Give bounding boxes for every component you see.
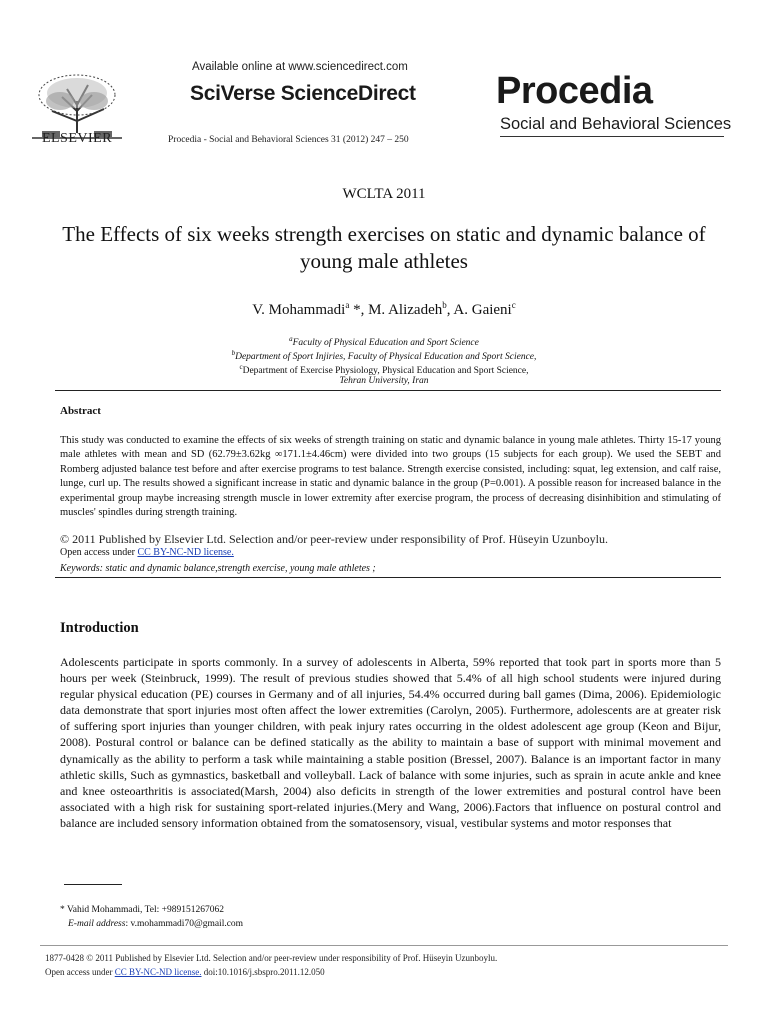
affiliation-mark: c — [239, 363, 243, 371]
email-line — [68, 919, 243, 929]
doi[interactable]: doi:10.1016/j.sbspro.2011.12.050 — [201, 967, 325, 977]
author-affil-mark: b — [442, 300, 447, 310]
sciverse-logo-text: SciVerse ScienceDirect — [190, 82, 416, 105]
bottom-rule — [40, 945, 728, 946]
author-affil-mark: a — [345, 300, 350, 310]
author-name: M. Alizadeh — [364, 302, 443, 318]
abstract-heading: Abstract — [60, 405, 101, 417]
author-name: V. Mohammadi — [252, 302, 346, 318]
affiliation-text: Department of Exercise Physiology, Physical Education and Sport Science, — [242, 366, 529, 377]
affiliation-mark: a — [289, 335, 293, 343]
affiliation-mark: b — [231, 349, 236, 357]
affiliation — [0, 376, 768, 386]
footnote-rule — [64, 884, 122, 885]
author-suffix: *, — [349, 302, 365, 318]
affiliation-text: Department of Sport Injiries, Faculty of Physical Education and Sport Science, — [235, 352, 537, 363]
author-list — [0, 300, 768, 319]
open-access-line — [60, 547, 234, 558]
procedia-divider — [500, 136, 724, 137]
journal-citation: Procedia - Social and Behavioral Sciences 31 (2012) 247 – 250 — [168, 135, 409, 145]
author-name: A. Gaieni — [450, 302, 512, 318]
keywords: Keywords: static and dynamic balance,strength exercise, young male athletes ; — [60, 563, 376, 574]
affiliation — [0, 349, 768, 362]
procedia-subtitle: Social and Behavioral Sciences — [500, 115, 732, 133]
affiliation — [0, 335, 768, 348]
open-access-doi — [45, 967, 325, 977]
author-suffix: , — [446, 302, 451, 318]
affiliation-text: Faculty of Physical Education and Sport Science — [292, 338, 479, 349]
affiliation — [0, 363, 768, 376]
open-access-prefix: Open access under — [45, 967, 115, 977]
paper-title: The Effects of six weeks strength exercises on static and dynamic balance of young male athletes — [62, 222, 706, 273]
issn-copyright: 1877-0428 © 2011 Published by Elsevier Ltd. Selection and/or peer-review under responsibility of Prof. Hüseyin Uzunboylu. — [45, 953, 498, 963]
email-address[interactable]: : v.mohammadi70@gmail.com — [125, 919, 244, 929]
license-link[interactable]: CC BY-NC-ND license. — [114, 967, 202, 977]
conference-name: WCLTA 2011 — [342, 186, 426, 202]
procedia-logo: Procedia — [496, 70, 653, 112]
introduction-body: Adolescents participate in sports commonly. In a survey of adolescents in Alberta, 59% reported that took part in sports more than 5 hours per week (Steinbruck, 1999). The result of previous studies showed that 5.4% of all high school students were injured during regular physical education (PE) courses in Germany and of all injuries, 54.4% occurred during ball games (Dima, 2006). Epidemiologic data demonstrate that sport injuries most often affect the lower extremities (Carolyn, 2005). Furthermore, adolescents are at greater risk of suffering sport injuries than younger children, with peak injury rates occurring in the oldest adolescent age group (Keon and Bijur, 2008). Postural control or balance can be defined statically as the ability to maintain a base of support with minimal movement and dynamically as the ability to perform a task while maintaining a stable position (Bressel, 2007). Balance is an important factor in many athletic skills, Such as gymnastics, basketball and volleyball. Lack of balance with some injuries, such as sprain in acute ankle and knee and knee osteoarthritis is associated(Marsh, 2004) also deficits in strength of the lower extremities and postural control have been associated with a high risk for sustaining sport-related injuries.(Mery and Wang, 2006).Factors that influence on postural control and balance are included sensory information obtained from the somatosensory, visual, vestibular systems and motor responses that — [60, 655, 721, 830]
abstract-top-rule — [55, 390, 721, 391]
open-access-prefix: Open access under — [60, 547, 138, 558]
author-affil-mark: c — [511, 300, 516, 310]
affiliation-text: Tehran University, Iran — [339, 376, 429, 386]
copyright-notice: © 2011 Published by Elsevier Ltd. Selection and/or peer-review under responsibility of Prof. Hüseyin Uzunboylu. — [60, 532, 608, 546]
email-label: E-mail address — [68, 919, 126, 929]
publisher-name: ELSEVIER — [41, 131, 113, 146]
section-heading: Introduction — [60, 620, 139, 636]
available-online-text: Available online at www.sciencedirect.com — [192, 61, 408, 73]
corresponding-author: * Vahid Mohammadi, Tel: +989151267062 — [60, 905, 224, 915]
abstract-bottom-rule — [55, 577, 721, 578]
abstract-body: This study was conducted to examine the effects of six weeks of strength training on static and dynamic balance in young male athletes. Thirty 15-17 young male athletes with mean and SD (62.79±3.62kg ∞171.1±4.46cm) were divided into two groups (15 subjects for each group). We used the SEBT and Romberg adjusted balance test before and after exercise programs to test balance. Strength exercise consisted, including: squat, leg extension, and calf raise, lunge, curl up. The results showed a significant increase in static and dynamic balance in the group (P=0.001). A possible reason for increased balance in the experimental group maybe increasing strength muscle in lower extremity after exercise program, the process of decreasing disinhibition and stimulating of muscles' spindles during strength training. — [60, 435, 721, 519]
license-link[interactable]: CC BY-NC-ND license. — [137, 547, 234, 558]
